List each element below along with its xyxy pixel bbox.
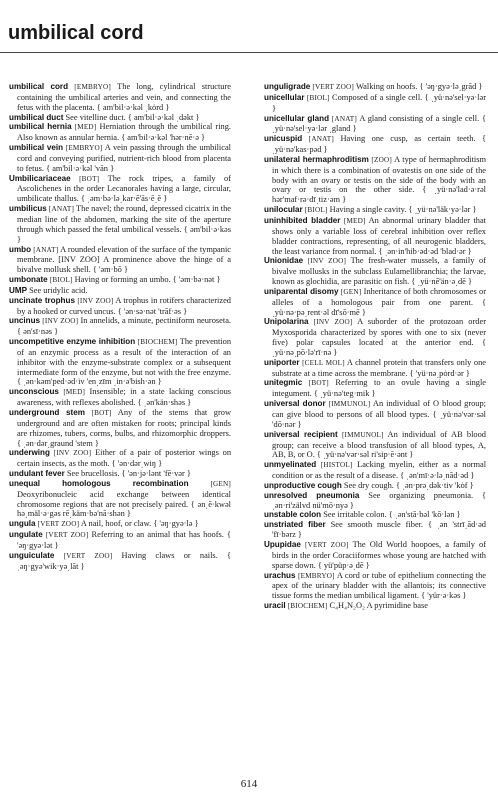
subject-label: [ZOO] xyxy=(371,155,392,164)
subject-label: [VERT ZOO] xyxy=(63,551,113,560)
dictionary-entry xyxy=(9,204,231,244)
dictionary-entry xyxy=(264,460,486,481)
subject-label: [INV ZOO] xyxy=(42,317,79,326)
entry-headword: unilateral hermaphroditism xyxy=(264,154,369,164)
entry-headword: unresolved pneumonia xyxy=(264,490,360,500)
subject-label: [EMBRYO] xyxy=(298,571,335,580)
dictionary-entry xyxy=(9,530,231,551)
subject-label: [BOT] xyxy=(79,174,100,183)
entry-definition: A vein passing through the umbilical cord and conveying purified, nutrient-rich blood from placenta to fetus. { am'bil·ə·kəl 'vān } xyxy=(17,143,231,173)
dictionary-entry xyxy=(9,387,231,408)
dictionary-entry xyxy=(264,481,486,491)
entry-definition: See vitelline duct. { am'bil·ə·kəl ˌdəkt } xyxy=(65,112,200,122)
subject-label: [HISTOL] xyxy=(320,461,353,470)
entry-headword: underground stem xyxy=(9,408,85,417)
entry-headword: unguiculate xyxy=(9,550,55,560)
entry-headword: uniparental disomy xyxy=(264,286,339,296)
entry-definition: Lacking myelin, either as a normal condition or as the result of a disease. { ˌən'mī·ə·lə͵nād·əd } xyxy=(272,460,486,481)
dictionary-entry xyxy=(9,337,231,387)
entry-definition: Composed of a single cell. { ͵yü·nə'sel·yə·lər } xyxy=(272,92,486,113)
dictionary-entry xyxy=(264,134,486,155)
entry-definition: Inheritance of both chromosomes or alleles of a homologous pair from one parent. { ͵yü·nə·pə͵rent·əl dī'sō·mē } xyxy=(272,286,486,317)
dictionary-entry xyxy=(264,571,486,602)
subject-label: [CELL MOL] xyxy=(302,358,345,367)
entry-definition: A rounded elevation of the surface of the tympanic membrane. [INV ZOO] A prominence above the hinge of a bivalve mollusk shell. { 'əm·bō } xyxy=(17,244,231,275)
running-head: umbilical cord xyxy=(8,22,144,44)
header-rule xyxy=(0,52,498,53)
entry-definition: A type of hermaphroditism in which there is a combination of ovatestis on one side of the body with an ovary or testis on the side of the body with an ovary or testis on the other side. { ͵yü·nə'lad·ə·rəl hər'maf·rə·dī͵tiz·əm } xyxy=(272,154,486,205)
entry-headword: unicuspid xyxy=(264,134,303,144)
entry-definition: Having one cusp, as certain teeth. { ͵yü·nə'kas·pəd } xyxy=(272,134,486,155)
entry-definition: See dry cough. { ˌən·prə͵dək·tiv 'kȯf } xyxy=(343,480,474,490)
entry-definition: Referring to an ovule having a single integument. { ͵yü·nə'teg·mik } xyxy=(272,378,486,399)
entry-definition: Deoxyribonucleic acid exchange between identical chromosome regions that are not precisely paired. { ənˌē·kwəl hə͵mäl·ə·gəs rē͵käm·bə'nā·shən } xyxy=(17,489,231,519)
entry-headword: Unionidae xyxy=(264,256,304,266)
subject-label: [MED] xyxy=(63,388,86,397)
dictionary-entry xyxy=(9,448,231,469)
entry-definition: The long, cylindrical structure containing the umbilical arteries and vein, and connecting the fetus with the placenta. { am'bil·ə·kəl ˌkȯrd } xyxy=(17,82,231,112)
subject-label: [GEN] xyxy=(210,479,231,488)
subject-label: [ANAT] xyxy=(33,245,59,254)
dictionary-entry xyxy=(9,519,231,530)
dictionary-entry xyxy=(264,114,486,135)
entry-headword: unproductive cough xyxy=(264,480,342,490)
dictionary-entry xyxy=(9,296,231,317)
entry-definition: An individual of AB blood group; can receive a blood transfusion of all blood types, A, AB, B, or O. { ͵yü·nə'vər·səl ri'sip·ē·ənt } xyxy=(272,429,486,460)
dictionary-entry xyxy=(9,479,231,519)
entry-headword: unitegmic xyxy=(264,378,303,388)
entry-headword: UMP xyxy=(9,285,27,295)
entry-definition: The rock tripes, a family of Ascolichenes in the order Lecanorales having a large, circular, umbilicate thallus. { ˌəm·bə·lə͵kar·ē'ās·ē͵ē } xyxy=(17,173,231,204)
subject-label: [ANAT] xyxy=(308,135,334,144)
subject-label: [VERT ZOO] xyxy=(37,520,80,529)
entry-definition: The fresh-water mussels, a family of bivalve mollusks in the subclass Eulamellibranchia; the larvae, known as glochidia, are parasitic on fish. { ͵yü·nē'än·ə͵dē } xyxy=(272,256,486,287)
entry-definition: See smooth muscle fiber. { ˌən 'strī͵ād·əd 'fī·bərz } xyxy=(272,520,486,540)
entry-headword: umbilical vein xyxy=(9,143,64,153)
entry-definition: Insensible; in a state lacking conscious awareness, with reflexes abolished. { ˌən'kän·shəs } xyxy=(17,387,231,408)
entry-headword: uncinus xyxy=(9,316,41,326)
dictionary-entry xyxy=(264,378,486,399)
entry-headword: ungula xyxy=(9,519,36,529)
subject-label: [EMBRYO] xyxy=(74,83,112,91)
entry-definition: A trophus in rotifers characterized by a hooked or curved uncus. { 'ən·sə·nət 'trāf·əs } xyxy=(17,295,231,316)
entry-definition: See organizing pneumonia. { ˌən·ri'zälvd nü'mō·nyə } xyxy=(272,490,486,510)
subject-label: [BIOL] xyxy=(304,206,328,215)
entry-definition: Having or forming an umbo. { 'əm·bə·nət } xyxy=(74,275,221,285)
subject-label: [INV ZOO] xyxy=(307,257,347,266)
entry-headword: ungulate xyxy=(9,530,43,540)
subject-label: [BIOCHEM] xyxy=(137,338,178,347)
entry-definition: The prevention of an enzymic process as a result of the interaction of an inhibitor with the enzyme-substrate complex or a subsequent intermediate form of the enzyme, but not with the free enzyme. { ˌən·kəm'ped·əd·iv 'en͵zīm ͵in·ə'bish·ən } xyxy=(17,337,231,387)
subject-label: [VERT ZOO] xyxy=(45,531,89,540)
subject-label: [VERT ZOO] xyxy=(305,540,349,549)
entry-definition: Walking on hoofs. { 'əŋ·gyə·lə͵grād } xyxy=(355,82,483,91)
entry-headword: unguligrade xyxy=(264,82,311,91)
entry-headword: Upupidae xyxy=(264,539,301,549)
entry-headword: umbilical duct xyxy=(9,112,64,122)
dictionary-entry xyxy=(9,316,231,337)
dictionary-entry xyxy=(9,286,231,296)
dictionary-entry xyxy=(264,317,486,357)
subject-label: [BIOL] xyxy=(49,276,73,285)
entry-headword: unequal homologous recombination xyxy=(9,478,189,488)
right-column xyxy=(264,82,486,772)
dictionary-entry xyxy=(264,205,486,216)
entry-definition: In annelids, a minute, pectiniform neuroseta. { ən'sī·nəs } xyxy=(17,316,231,337)
dictionary-entry xyxy=(264,256,486,287)
dictionary-entry xyxy=(9,113,231,123)
entry-definition: Herniation through the umbilical ring. Also known as annular hernia. { am'bil·ə·kəl 'hər·nē·ə } xyxy=(17,122,231,143)
dictionary-entry xyxy=(9,82,231,113)
dictionary-entry xyxy=(264,358,486,379)
entry-headword: unstriated fiber xyxy=(264,520,326,530)
subject-label: [BOT] xyxy=(308,379,329,388)
entry-definition: A suborder of the protozoan order Myxosporida characterized by spores with one to six (never five) polar capsules located at the anterior end. { ͵yü·nə͵pō·lə'rī·nə } xyxy=(272,317,486,357)
subject-label: [ANAT] xyxy=(331,114,357,123)
dictionary-entry xyxy=(264,510,486,520)
entry-headword: uracil xyxy=(264,601,286,611)
entry-headword: universal donor xyxy=(264,399,326,409)
entry-headword: urachus xyxy=(264,570,296,580)
subject-label: [INV ZOO] xyxy=(313,318,353,327)
entry-headword: unilocular xyxy=(264,205,303,215)
entry-definition: A gland consisting of a single cell. { ͵yü·nə'sel·yə·lər ͵gland } xyxy=(272,113,486,134)
entry-definition: A channel protein that transfers only one substrate at a time across the membrane. { 'yü·nə͵pȯrd·ər } xyxy=(272,357,486,378)
subject-label: [ANAT] xyxy=(48,205,75,214)
entry-definition: Having claws or nails. { ˌəŋ·gyə'wik·yə͵lāt } xyxy=(17,550,231,571)
entry-headword: umbonate xyxy=(9,275,48,285)
entry-definition: The navel; the round, depressed cicatrix in the median line of the abdomen, marking the site of the aperture through which passed the fetal umbilical vessels. { əm'bil·ə·kəs } xyxy=(17,204,231,244)
dictionary-entry xyxy=(264,399,486,430)
entry-definition: A nail, hoof, or claw. { 'əŋ·gyə·lə } xyxy=(80,519,199,529)
entry-definition: See irritable colon. { ˌən'stā·bəl 'kō·lən } xyxy=(323,510,461,520)
entry-definition: C₄H₄N₂O₂ A pyrimidine base xyxy=(329,601,428,611)
dictionary-entry xyxy=(9,469,231,479)
entry-definition: A cord or tube of epithelium connecting the apex of the urinary bladder with the allantois; its connective tissue forms the median umbilical ligament. { 'yür·ə·kəs } xyxy=(272,570,486,601)
subject-label: [MED] xyxy=(343,216,366,225)
dictionary-entry xyxy=(9,245,231,276)
dictionary-entry xyxy=(264,491,486,511)
subject-label: [IMMUNOL] xyxy=(328,400,371,409)
entry-headword: umbo xyxy=(9,244,32,254)
entry-definition: An individual of O blood group; can give blood to persons of all blood types. { ͵yü·nə'vər·səl 'dō·nər } xyxy=(272,399,486,429)
entry-headword: uncompetitive enzyme inhibition xyxy=(9,337,136,347)
subject-label: [VERT ZOO] xyxy=(312,83,354,91)
subject-label: [INV ZOO] xyxy=(77,296,114,305)
dictionary-entry xyxy=(9,143,231,174)
entry-definition: See brucellosis. { 'ən·jə·lənt 'fē·vər } xyxy=(66,469,191,479)
dictionary-entry xyxy=(9,551,231,572)
subject-label: [EMBRYO] xyxy=(65,144,103,153)
subject-label: [BOT] xyxy=(91,409,112,417)
dictionary-entry xyxy=(264,216,486,256)
entry-definition: An abnormal urinary bladder that shows only a variable loss of cerebral inhibition over reflex bladder contractions, representing, of all neurogenic bladders, the least variance from normal. { ˌən·in'hib·əd·əd 'blad·ər } xyxy=(272,215,486,256)
dictionary-entry xyxy=(9,275,231,286)
dictionary-entry xyxy=(264,287,486,318)
dictionary-entry xyxy=(264,82,486,93)
subject-label: [INV ZOO] xyxy=(53,449,92,458)
entry-headword: unstable colon xyxy=(264,510,322,520)
page-number: 614 xyxy=(240,778,258,790)
entry-headword: unicellular gland xyxy=(264,113,330,123)
subject-label: [BIOCHEM] xyxy=(287,602,328,611)
entry-headword: Umbilicariaceae xyxy=(9,173,71,183)
entry-headword: uninhibited bladder xyxy=(264,215,341,225)
entry-headword: universal recipient xyxy=(264,429,338,439)
subject-label: [GEN] xyxy=(340,287,362,296)
entry-headword: undulant fever xyxy=(9,469,65,479)
entry-headword: unmyelinated xyxy=(264,460,317,470)
dictionary-entry xyxy=(9,122,231,143)
dictionary-entry xyxy=(264,430,486,461)
entry-headword: uncinate trophus xyxy=(9,295,75,305)
dictionary-entry xyxy=(9,174,231,205)
entry-definition: See uridylic acid. xyxy=(29,285,88,295)
entry-headword: unicellular xyxy=(264,92,305,102)
entry-headword: umbilical cord xyxy=(9,82,69,91)
entry-headword: umbilicus xyxy=(9,204,47,214)
entry-definition: The Old World hoopoes, a family of birds in the order Coraciiformes whose young are hatched with sparse down. { yü'püp·ə͵dē } xyxy=(272,539,486,570)
dictionary-entry xyxy=(264,520,486,540)
dictionary-entry xyxy=(264,540,486,571)
entry-headword: uniporter xyxy=(264,357,300,367)
entry-headword: umbilical hernia xyxy=(9,122,72,132)
entry-headword: Unipolarina xyxy=(264,317,309,327)
entry-definition: Having a single cavity. { ͵yü·nə'läk·yə·lər } xyxy=(329,205,477,215)
subject-label: [MED] xyxy=(74,123,97,132)
entry-headword: unconscious xyxy=(9,387,59,397)
dictionary-entry xyxy=(264,93,486,114)
entry-headword: underwing xyxy=(9,448,50,458)
subject-label: [BIOL] xyxy=(306,93,330,102)
dictionary-entry xyxy=(9,408,231,448)
entry-definition: Any of the stems that grow underground and are often mistaken for roots; principal kinds are rhizomes, tubers, corms, bulbs, and rhizomorphic droppers. { ˌən·dər͵graund 'stem } xyxy=(17,408,231,448)
entry-definition: Either of a pair of posterior wings on certain insects, as the moth. { 'ən·dər͵wiŋ } xyxy=(17,448,231,469)
dictionary-entry xyxy=(264,601,486,612)
dictionary-entry xyxy=(264,155,486,205)
left-column xyxy=(9,82,231,772)
entry-definition: Referring to an animal that has hoofs. { 'əŋ·gyə·lət } xyxy=(17,530,231,550)
subject-label: [IMMUNOL] xyxy=(341,430,384,439)
